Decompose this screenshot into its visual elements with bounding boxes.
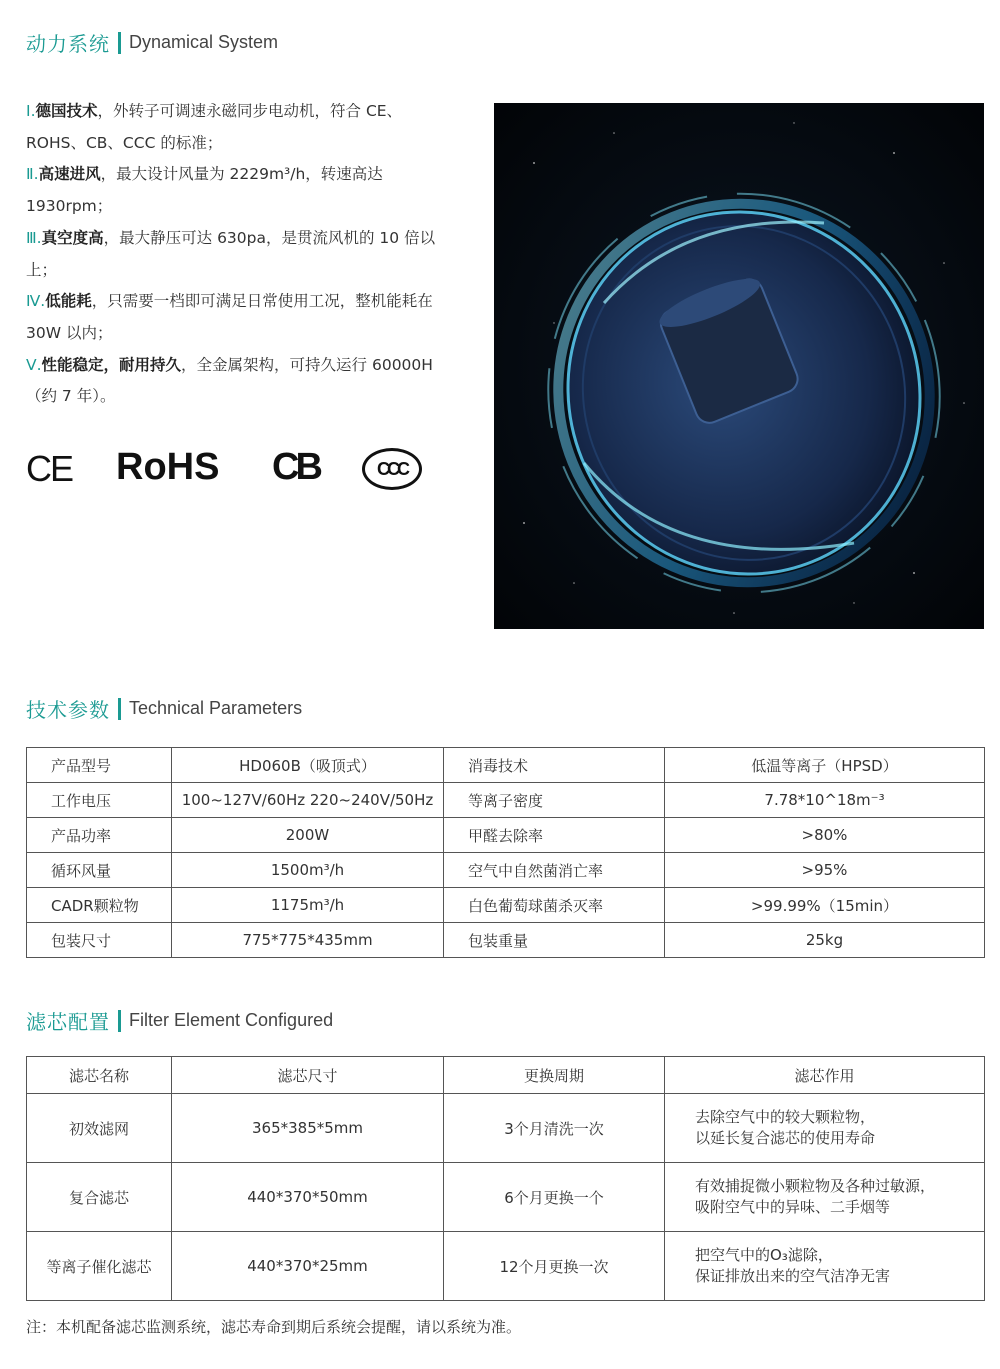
title-divider xyxy=(118,698,121,720)
param-value: 低温等离子（HPSD） xyxy=(665,748,985,783)
replace-cycle: 12个月更换一次 xyxy=(444,1232,665,1301)
param-value: 1500m³/h xyxy=(172,853,444,888)
param-value: 775*775*435mm xyxy=(172,923,444,958)
param-label: 甲醛去除率 xyxy=(444,818,665,853)
column-header: 滤芯尺寸 xyxy=(172,1057,444,1094)
filter-title-cn: 滤芯配置 xyxy=(26,1010,110,1034)
title-divider xyxy=(118,1010,121,1032)
param-label: 等离子密度 xyxy=(444,783,665,818)
table-row xyxy=(27,853,985,888)
param-value: HD060B（吸顶式） xyxy=(172,748,444,783)
filter-section-title xyxy=(26,1006,333,1035)
table-row xyxy=(27,783,985,818)
table-row xyxy=(27,888,985,923)
filter-name: 初效滤网 xyxy=(27,1094,172,1163)
param-label: 包装重量 xyxy=(444,923,665,958)
feature-item: Ⅰ.德国技术，外转子可调速永磁同步电动机，符合 CE、ROHS、CB、CCC 的标准； xyxy=(26,102,403,152)
param-label: 白色葡萄球菌杀灭率 xyxy=(444,888,665,923)
param-label: 包装尺寸 xyxy=(27,923,172,958)
replace-cycle: 3个月清洗一次 xyxy=(444,1094,665,1163)
feature-item: Ⅴ.性能稳定，耐用持久，全金属架构，可持久运行 60000H（约 7 年）。 xyxy=(26,355,433,406)
table-row xyxy=(27,1094,985,1163)
param-label: 空气中自然菌消亡率 xyxy=(444,853,665,888)
filter-config-table xyxy=(26,1056,985,1301)
rohs-logo: RoHS xyxy=(116,446,220,488)
param-label: 工作电压 xyxy=(27,783,172,818)
footnote: 注：本机配备滤芯监测系统，滤芯寿命到期后系统会提醒，请以系统为准。 xyxy=(26,1318,522,1336)
power-section-title xyxy=(26,28,278,57)
cb-logo: CB xyxy=(272,446,319,488)
filter-function: 去除空气中的较大颗粒物， 以延长复合滤芯的使用寿命 xyxy=(665,1094,985,1163)
filter-title-en: Filter Element Configured xyxy=(129,1010,334,1030)
filter-size: 365*385*5mm xyxy=(172,1094,444,1163)
feature-item: Ⅱ.高速进风，最大设计风量为 2229m³/h，转速高达 1930rpm； xyxy=(26,165,383,216)
feature-list xyxy=(26,96,456,413)
table-row xyxy=(27,1232,985,1301)
filter-name: 复合滤芯 xyxy=(27,1163,172,1232)
table-row xyxy=(27,818,985,853)
column-header: 更换周期 xyxy=(444,1057,665,1094)
param-value: 25kg xyxy=(665,923,985,958)
param-value: 1175m³/h xyxy=(172,888,444,923)
feature-item: Ⅲ.真空度高，最大静压可达 630pa，是贯流风机的 10 倍以上； xyxy=(26,228,436,279)
feature-item: Ⅳ.低能耗，只需要一档即可满足日常使用工况，整机能耗在 30W 以内； xyxy=(26,292,433,342)
table-row xyxy=(27,923,985,958)
power-title-cn: 动力系统 xyxy=(26,32,110,56)
certification-logos xyxy=(26,444,426,500)
param-value: >80% xyxy=(665,818,985,853)
param-label: 消毒技术 xyxy=(444,748,665,783)
filter-name: 等离子催化滤芯 xyxy=(27,1232,172,1301)
column-header: 滤芯作用 xyxy=(665,1057,985,1094)
table-row xyxy=(27,1163,985,1232)
tech-section-title xyxy=(26,694,302,723)
filter-function: 有效捕捉微小颗粒物及各种过敏源， 吸附空气中的异味、二手烟等 xyxy=(665,1163,985,1232)
tech-title-cn: 技术参数 xyxy=(26,698,110,722)
table-header-row xyxy=(27,1057,985,1094)
column-header: 滤芯名称 xyxy=(27,1057,172,1094)
param-label: 产品功率 xyxy=(27,818,172,853)
ce-logo: CE xyxy=(26,448,73,489)
tech-params-table xyxy=(26,747,985,958)
filter-function: 把空气中的O₃滤除， 保证排放出来的空气洁净无害 xyxy=(665,1232,985,1301)
param-label: 产品型号 xyxy=(27,748,172,783)
replace-cycle: 6个月更换一个 xyxy=(444,1163,665,1232)
param-value: >99.99%（15min） xyxy=(665,888,985,923)
param-label: CADR颗粒物 xyxy=(27,888,172,923)
table-row xyxy=(27,748,985,783)
param-value: 100~127V/60Hz 220~240V/50Hz xyxy=(172,783,444,818)
param-value: 7.78*10^18m⁻³ xyxy=(665,783,985,818)
power-title-en: Dynamical System xyxy=(129,32,279,52)
param-label: 循环风量 xyxy=(27,853,172,888)
filter-size: 440*370*50mm xyxy=(172,1163,444,1232)
param-value: >95% xyxy=(665,853,985,888)
ccc-logo: CCC xyxy=(362,448,422,490)
tech-title-en: Technical Parameters xyxy=(129,698,303,718)
filter-size: 440*370*25mm xyxy=(172,1232,444,1301)
fan-motor-image xyxy=(494,103,984,629)
param-value: 200W xyxy=(172,818,444,853)
title-divider xyxy=(118,32,121,54)
